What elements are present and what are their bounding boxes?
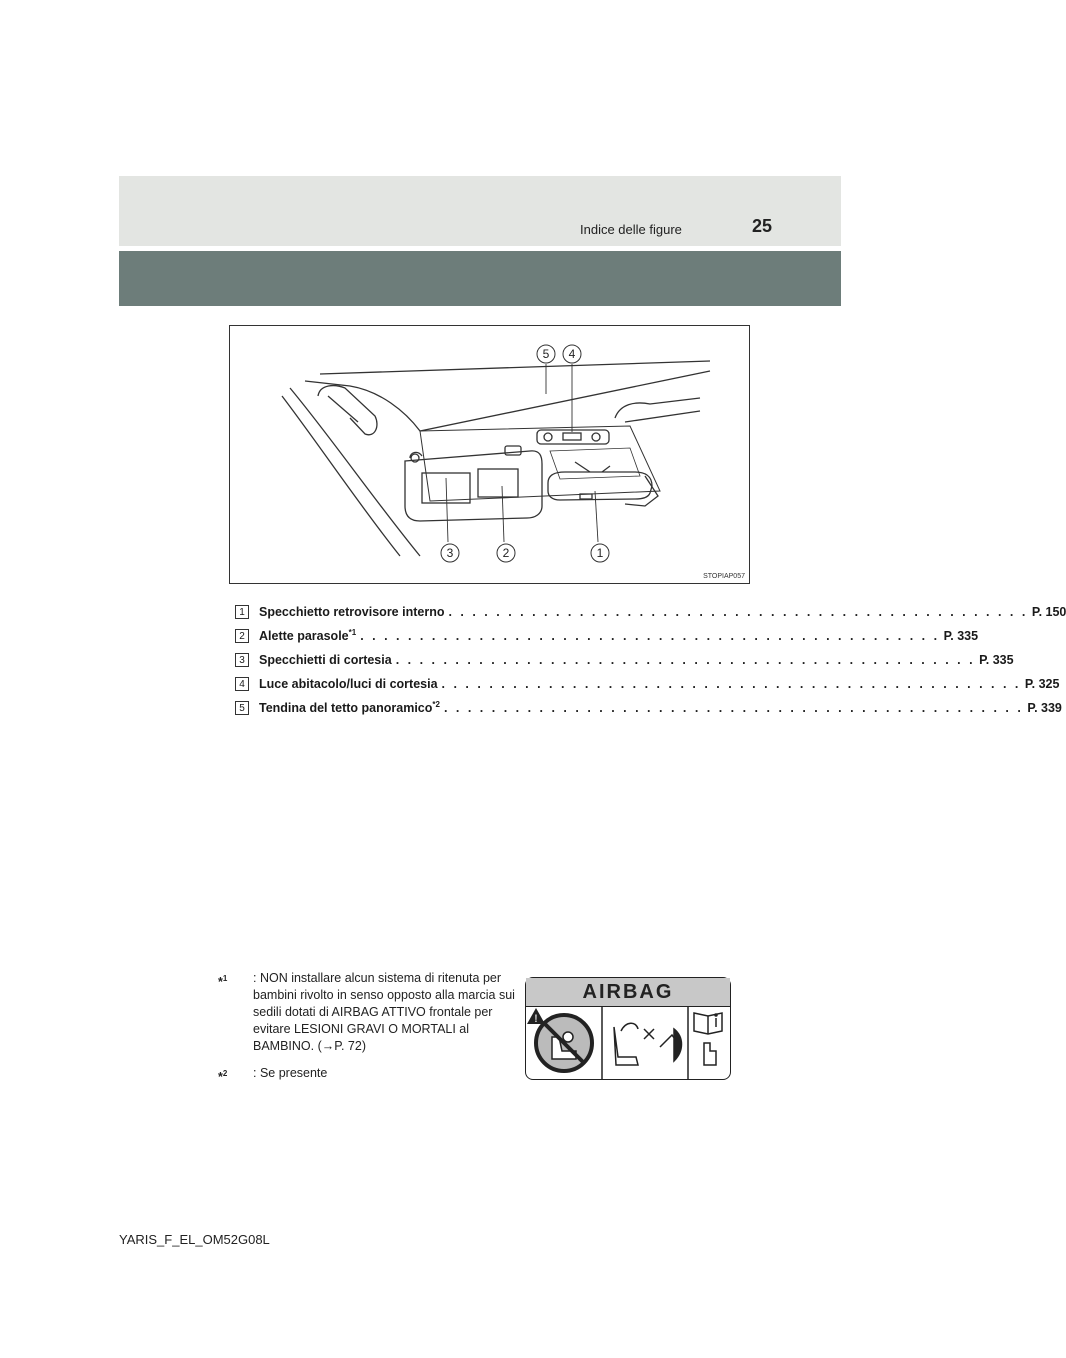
- footnotes: [218, 970, 518, 1096]
- dot-leader: . . . . . . . . . . . . . . . . . . . . . . . . . . . . . . . . . . . . . . . . . . . . . . . . .: [441, 677, 1021, 691]
- manual-icon: [694, 1013, 722, 1065]
- reference-row[interactable]: [235, 672, 1060, 696]
- reference-row[interactable]: [235, 624, 979, 648]
- reference-page: P. 335: [943, 629, 979, 643]
- reference-page: P. 339: [1027, 701, 1062, 715]
- document-code: YARIS_F_EL_OM52G08L: [119, 1232, 270, 1247]
- header-band: [119, 176, 841, 246]
- page-number: 25: [752, 216, 773, 236]
- svg-text:!: !: [534, 1013, 538, 1025]
- airbag-word: AIRBAG: [582, 980, 674, 1003]
- reference-number: 1: [235, 605, 249, 619]
- reference-list: [235, 600, 1066, 720]
- dot-leader: . . . . . . . . . . . . . . . . . . . . . . . . . . . . . . . . . . . . . . . . . . . . . . . . .: [360, 629, 940, 643]
- dot-leader: . . . . . . . . . . . . . . . . . . . . . . . . . . . . . . . . . . . . . . . . . . . . . . . . .: [443, 701, 1024, 715]
- reference-row[interactable]: [235, 696, 1062, 720]
- reference-label: Alette parasole$^{*1}$: [259, 628, 357, 644]
- reference-label: Specchietti di cortesia: [259, 653, 392, 668]
- reference-page: P. 335: [979, 653, 1014, 667]
- reference-row[interactable]: [235, 648, 1014, 672]
- reference-label: Tendina del tetto panoramico$^{*2}$: [259, 700, 440, 716]
- reference-row[interactable]: [235, 600, 1066, 624]
- reference-page: P. 150: [1031, 605, 1066, 619]
- callout-4: 4: [568, 347, 576, 361]
- callout-2: 2: [502, 546, 510, 560]
- footnote-text: : NON installare alcun sistema di ritenuta per bambini rivolto in senso opposto alla marcia sui sedili dotati di AIRBAG ATTIVO frontale per evitare LESIONI GRAVI O MORTALI al BAMBINO. (→P. 72): [253, 971, 515, 1053]
- interior-ceiling-illustration: [230, 326, 749, 583]
- footnote-text: : Se presente: [253, 1066, 328, 1080]
- dot-leader: . . . . . . . . . . . . . . . . . . . . . . . . . . . . . . . . . . . . . . . . . . . . . . . . .: [448, 605, 1028, 619]
- reference-page: P. 325: [1024, 677, 1060, 691]
- reference-label: Luce abitacolo/luci di cortesia: [259, 677, 438, 692]
- callout-5: 5: [542, 347, 550, 361]
- no-child-seat-icon: [536, 1015, 592, 1071]
- section-title: Indice delle figure: [580, 222, 682, 237]
- airbag-pictograms: [526, 1007, 729, 1079]
- footnote-2: [218, 1065, 518, 1086]
- footnote-1: [218, 970, 518, 1055]
- reference-number: 4: [235, 677, 249, 691]
- airbag-header: [526, 978, 730, 1025]
- footnote-mark: *$^2$: [218, 1069, 228, 1085]
- reference-label: Specchietto retrovisore interno: [259, 605, 445, 620]
- airbag-warning-label: [525, 977, 731, 1080]
- callout-1: 1: [596, 546, 604, 560]
- dot-leader: . . . . . . . . . . . . . . . . . . . . . . . . . . . . . . . . . . . . . . . . . . . . . . . . .: [395, 653, 976, 667]
- seat-airbag-icon: [614, 1023, 682, 1065]
- reference-number: 3: [235, 653, 249, 667]
- figure-code: STOPIAP057: [703, 573, 745, 580]
- header-title-bar: [119, 251, 841, 306]
- interior-ceiling-figure: [229, 325, 750, 584]
- callout-3: 3: [446, 546, 454, 560]
- footnote-mark: *$^1$: [218, 974, 228, 990]
- reference-number: 2: [235, 629, 249, 643]
- reference-number: 5: [235, 701, 249, 715]
